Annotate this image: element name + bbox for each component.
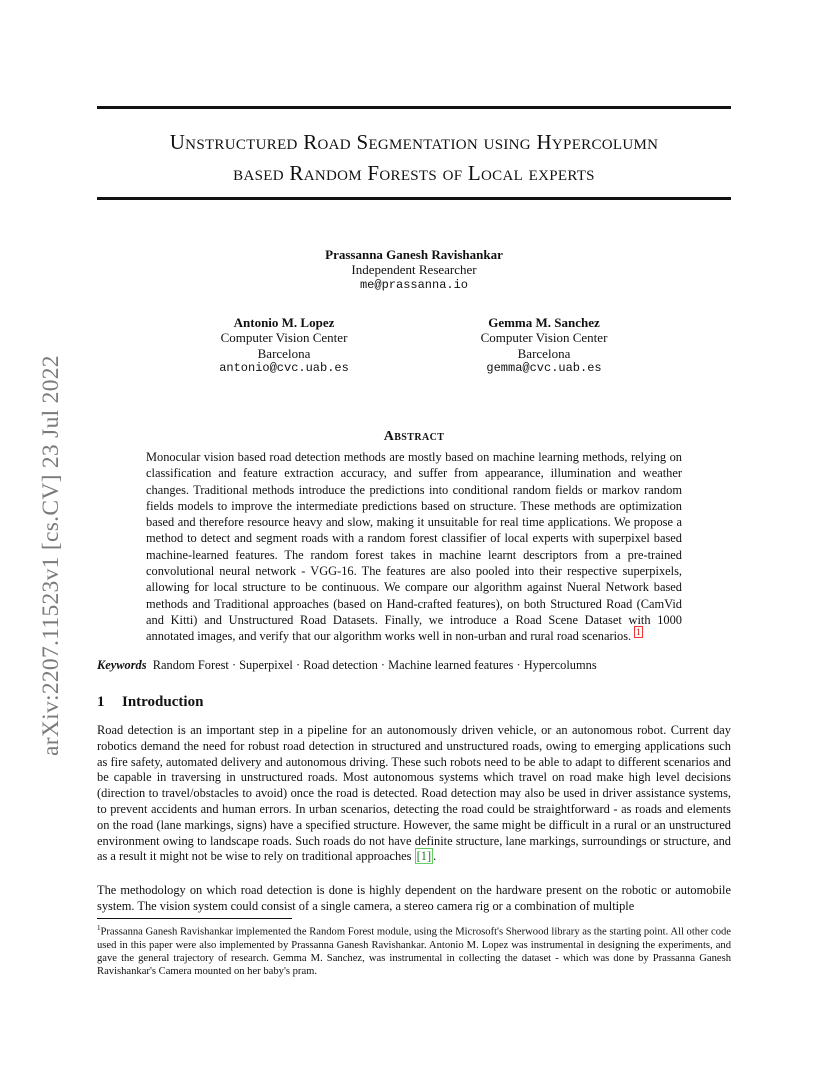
author-name: Gemma M. Sanchez — [488, 315, 600, 330]
intro-paragraph-2: The methodology on which road detection is done is highly dependent on the hardware present on the robotic or automobile system. The vision system could consist of a single camera, a stereo camera rig or a combination of multiple — [97, 883, 731, 913]
footnote — [97, 922, 731, 979]
arxiv-identifier-stamp: arXiv:2207.11523v1 [cs.CV] 23 Jul 2022 — [38, 355, 64, 756]
abstract-heading: Abstract — [383, 429, 445, 444]
keywords-label: Keywords — [97, 658, 147, 672]
section-title: Introduction — [122, 694, 204, 710]
abstract-body — [146, 449, 682, 645]
footnote-mark: 1 — [97, 924, 101, 932]
author-affiliation: Computer Vision Center — [220, 330, 348, 346]
author-name: Prassanna Ganesh Ravishankar — [325, 247, 503, 262]
title-top-rule — [97, 106, 731, 109]
author-email[interactable]: me@prassanna.io — [359, 277, 469, 292]
title-line-1: Unstructured Road Segmentation using Hypercolumn — [169, 130, 659, 154]
intro-paragraph-1 — [97, 723, 731, 865]
footnote-text: Prassanna Ganesh Ravishankar implemented the Random Forest module, using the Microsoft's Sherwood library as the starting point. All other code used in this paper were also implemented by Prassanna Ganesh Ravishankar. Antonio M. Lopez was instrumental in designing the experiments, and gave the general trajectory of research. Gemma M. Sanchez, was instrumental in collecting the dataset - which was done by Prassanna Ganesh Ravishankar's Camera mounted on her baby's pram. — [97, 926, 731, 978]
author-email[interactable]: gemma@cvc.uab.es — [486, 360, 602, 375]
section-heading — [97, 694, 203, 711]
section-number: 1 — [97, 694, 105, 710]
paragraph-end: . — [433, 849, 437, 864]
footnote-separator — [97, 918, 292, 919]
paper-title — [97, 127, 731, 189]
author-block-3 — [444, 315, 644, 376]
footnote-reference-link[interactable]: 1 — [636, 627, 641, 638]
abstract-text: Monocular vision based road detection methods are mostly based on machine learning methods, relying on classification and feature extraction accuracy, and suffer from appearance, illumination and weather changes. Traditional methods introduce the predictions into conditional random fields or markov random fields models to improve the intermediate predictions based on structure. These methods are optimization based and therefore resource heavy and slow, making it unsuitable for real time applications. We propose a method to detect and segment roads with a random forest classifier of local experts with superpixel based machine-learned features. The random forest takes in machine learnt descriptors from a pre-trained convolutional neural network - VGG-16. The features are also pooled into their respective superpixels, allowing for local structure to be continuous. We compare our algorithm against Nueral Network based methods and Traditional approaches (based on Hand-crafted features), on both Structured Road (CamVid and Kitti) and Unstructured Road Datasets. Finally, we introduce a Road Scene Dataset with 1000 annotated images, and verify that our algorithm works well in non-urban and rural road scenarios. — [146, 450, 682, 644]
author-affiliation: Computer Vision Center — [480, 330, 608, 346]
keywords-text: Random Forest · Superpixel · Road detection · Machine learned features · Hypercolumns — [152, 658, 597, 672]
paragraph-text: Road detection is an important step in a pipeline for an autonomously driven vehicle, or an autonomous robot. Current day robotics demand the need for robust road detection in structured and unstructured roads, owing to emerging applications such as fire safety, automated delivery and autonomous driving. These such robots need to be able to adapt to different scenarios and be capable in traversing in unstructured roads. Most autonomous systems which travel on road make high level decisions (direction to travel/obstacles to avoid) once the road is detected. Road detection may also be used in driver assistance systems, to prevent accidents and human errors. In urban scenarios, detecting the road could be straightforward - as roads and elements on the road (lane markings, signs) have a specified structure. However, the same might be difficult in a rural or an unstructured environment owing to landscape roads. Such roads do not have definite structure, lane markings, surroundings or structure, and as a result it might not be wise to rely on traditional approaches — [97, 723, 731, 864]
author-location: Barcelona — [257, 345, 311, 361]
citation-link[interactable]: [1] — [416, 849, 432, 864]
title-bottom-rule — [97, 197, 731, 200]
author-email[interactable]: antonio@cvc.uab.es — [219, 360, 349, 375]
author-location: Barcelona — [517, 345, 571, 361]
author-block-1 — [264, 247, 564, 293]
author-name: Antonio M. Lopez — [233, 315, 335, 330]
keywords-line — [97, 657, 731, 673]
title-line-2: based Random Forests of Local experts — [233, 161, 595, 185]
author-affiliation: Independent Researcher — [351, 262, 477, 278]
author-block-2 — [184, 315, 384, 376]
